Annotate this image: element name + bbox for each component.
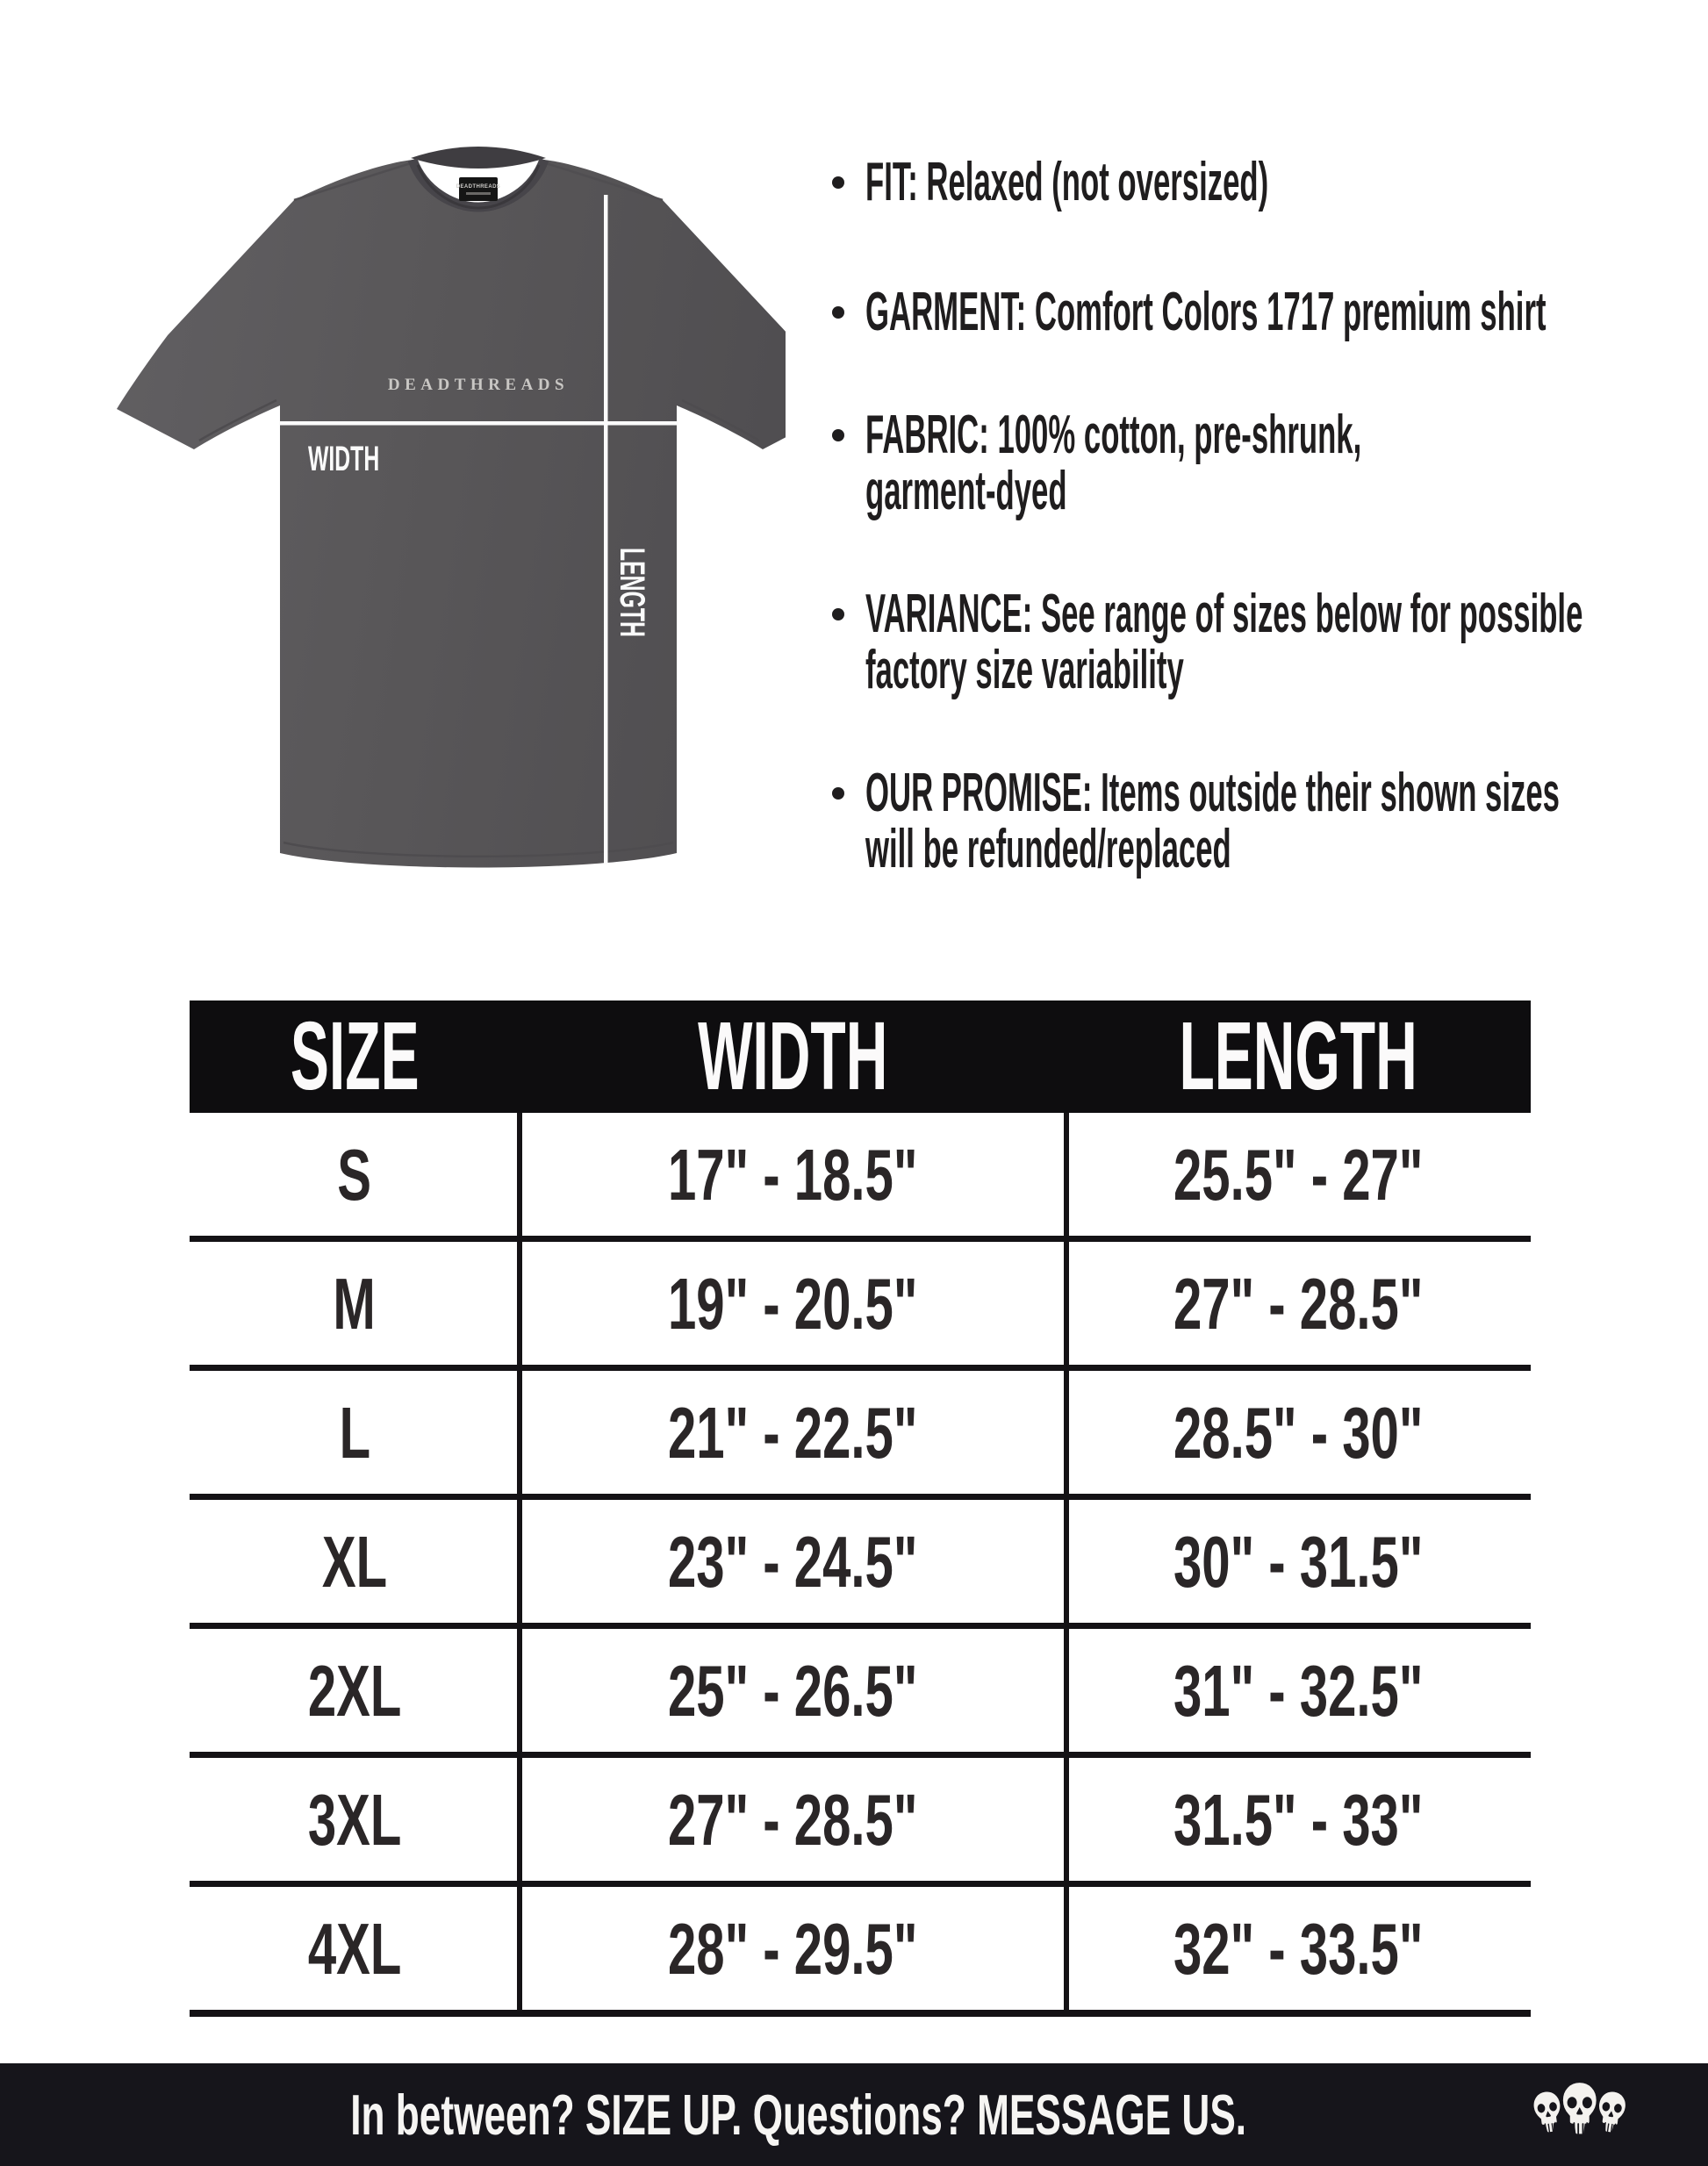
cell-width: 25" - 26.5": [668, 1649, 918, 1732]
bullet-fabric: [832, 407, 1675, 520]
cell-length: 28.5" - 30": [1173, 1391, 1424, 1474]
bullet-variance-text: VARIANCE: See range of sizes below for possible factory size variability: [865, 584, 1583, 700]
cell-size: 4XL: [307, 1907, 402, 1990]
bullet-promise: [832, 765, 1675, 878]
size-table-body: [190, 1113, 1531, 2017]
footer-message: In between? SIZE UP. Questions? MESSAGE US.: [350, 2083, 1247, 2147]
cell-size: XL: [321, 1520, 388, 1603]
bullet-dot-icon: [832, 787, 844, 800]
table-row-divider: [190, 1752, 1531, 1758]
table-row: [190, 1371, 1531, 1494]
cell-size: S: [337, 1133, 372, 1216]
length-label: LENGTH: [612, 548, 651, 637]
table-column-divider: [1064, 1113, 1069, 2017]
neck-tag-label: DEADTHREADS: [456, 184, 501, 190]
cell-length: 25.5" - 27": [1173, 1133, 1424, 1216]
table-row-divider: [190, 1236, 1531, 1242]
table-row-divider: [190, 1623, 1531, 1629]
table-row-divider: [190, 1365, 1531, 1371]
width-measure-line: [279, 421, 678, 426]
table-row-divider: [190, 1494, 1531, 1500]
cell-size: L: [339, 1391, 370, 1474]
cell-width: 23" - 24.5": [668, 1520, 918, 1603]
bullet-fit: [832, 154, 1675, 211]
bullet-garment: [832, 284, 1675, 341]
table-row: [190, 1758, 1531, 1881]
bullet-fabric-text: FABRIC: 100% cotton, pre-shrunk, garment-dyed: [865, 405, 1362, 521]
cell-size: 3XL: [307, 1778, 402, 1861]
bullet-fit-text: FIT: Relaxed (not oversized): [865, 152, 1269, 212]
footer-bar: [0, 2063, 1708, 2166]
cell-length: 31.5" - 33": [1173, 1778, 1424, 1861]
size-table-header: [190, 1001, 1531, 1113]
cell-width: 27" - 28.5": [668, 1778, 918, 1861]
cell-width: 17" - 18.5": [668, 1133, 918, 1216]
cell-width: 28" - 29.5": [668, 1907, 918, 1990]
chest-print: DEADTHREADS: [387, 376, 570, 394]
bullet-garment-text: GARMENT: Comfort Colors 1717 premium shirt: [865, 282, 1547, 342]
cell-size: M: [333, 1262, 377, 1345]
bullet-dot-icon: [832, 176, 844, 189]
bullet-dot-icon: [832, 608, 844, 620]
bullet-dot-icon: [832, 306, 844, 319]
cell-width: 21" - 22.5": [668, 1391, 918, 1474]
column-header-length: LENGTH: [1179, 1002, 1418, 1110]
table-row: [190, 1113, 1531, 1236]
table-row: [190, 1887, 1531, 2010]
cell-length: 31" - 32.5": [1173, 1649, 1424, 1732]
cell-width: 19" - 20.5": [668, 1262, 918, 1345]
bullet-dot-icon: [832, 429, 844, 441]
size-table: [190, 1001, 1531, 2017]
neck-tag-line: [466, 192, 491, 195]
shirt-body: [117, 160, 786, 868]
table-row: [190, 1500, 1531, 1623]
cell-length: 32" - 33.5": [1173, 1907, 1424, 1990]
table-bottom-border: [190, 2010, 1531, 2017]
bullet-promise-text: OUR PROMISE: Items outside their shown sizes will be refunded/replaced: [865, 763, 1560, 879]
table-row: [190, 1242, 1531, 1365]
cell-length: 30" - 31.5": [1173, 1520, 1424, 1603]
cell-size: 2XL: [307, 1649, 402, 1732]
table-row-divider: [190, 1881, 1531, 1887]
column-header-size: SIZE: [290, 1002, 420, 1110]
table-column-divider: [517, 1113, 522, 2017]
column-header-width: WIDTH: [698, 1002, 888, 1110]
triple-skull-icon: [1522, 2079, 1638, 2156]
width-label: WIDTH: [308, 440, 380, 479]
collar-back: [411, 147, 546, 169]
table-row: [190, 1629, 1531, 1752]
product-details-list: [832, 154, 1675, 878]
length-measure-line: [604, 195, 608, 864]
bullet-variance: [832, 586, 1675, 699]
tshirt-diagram: [83, 123, 786, 913]
cell-length: 27" - 28.5": [1173, 1262, 1424, 1345]
